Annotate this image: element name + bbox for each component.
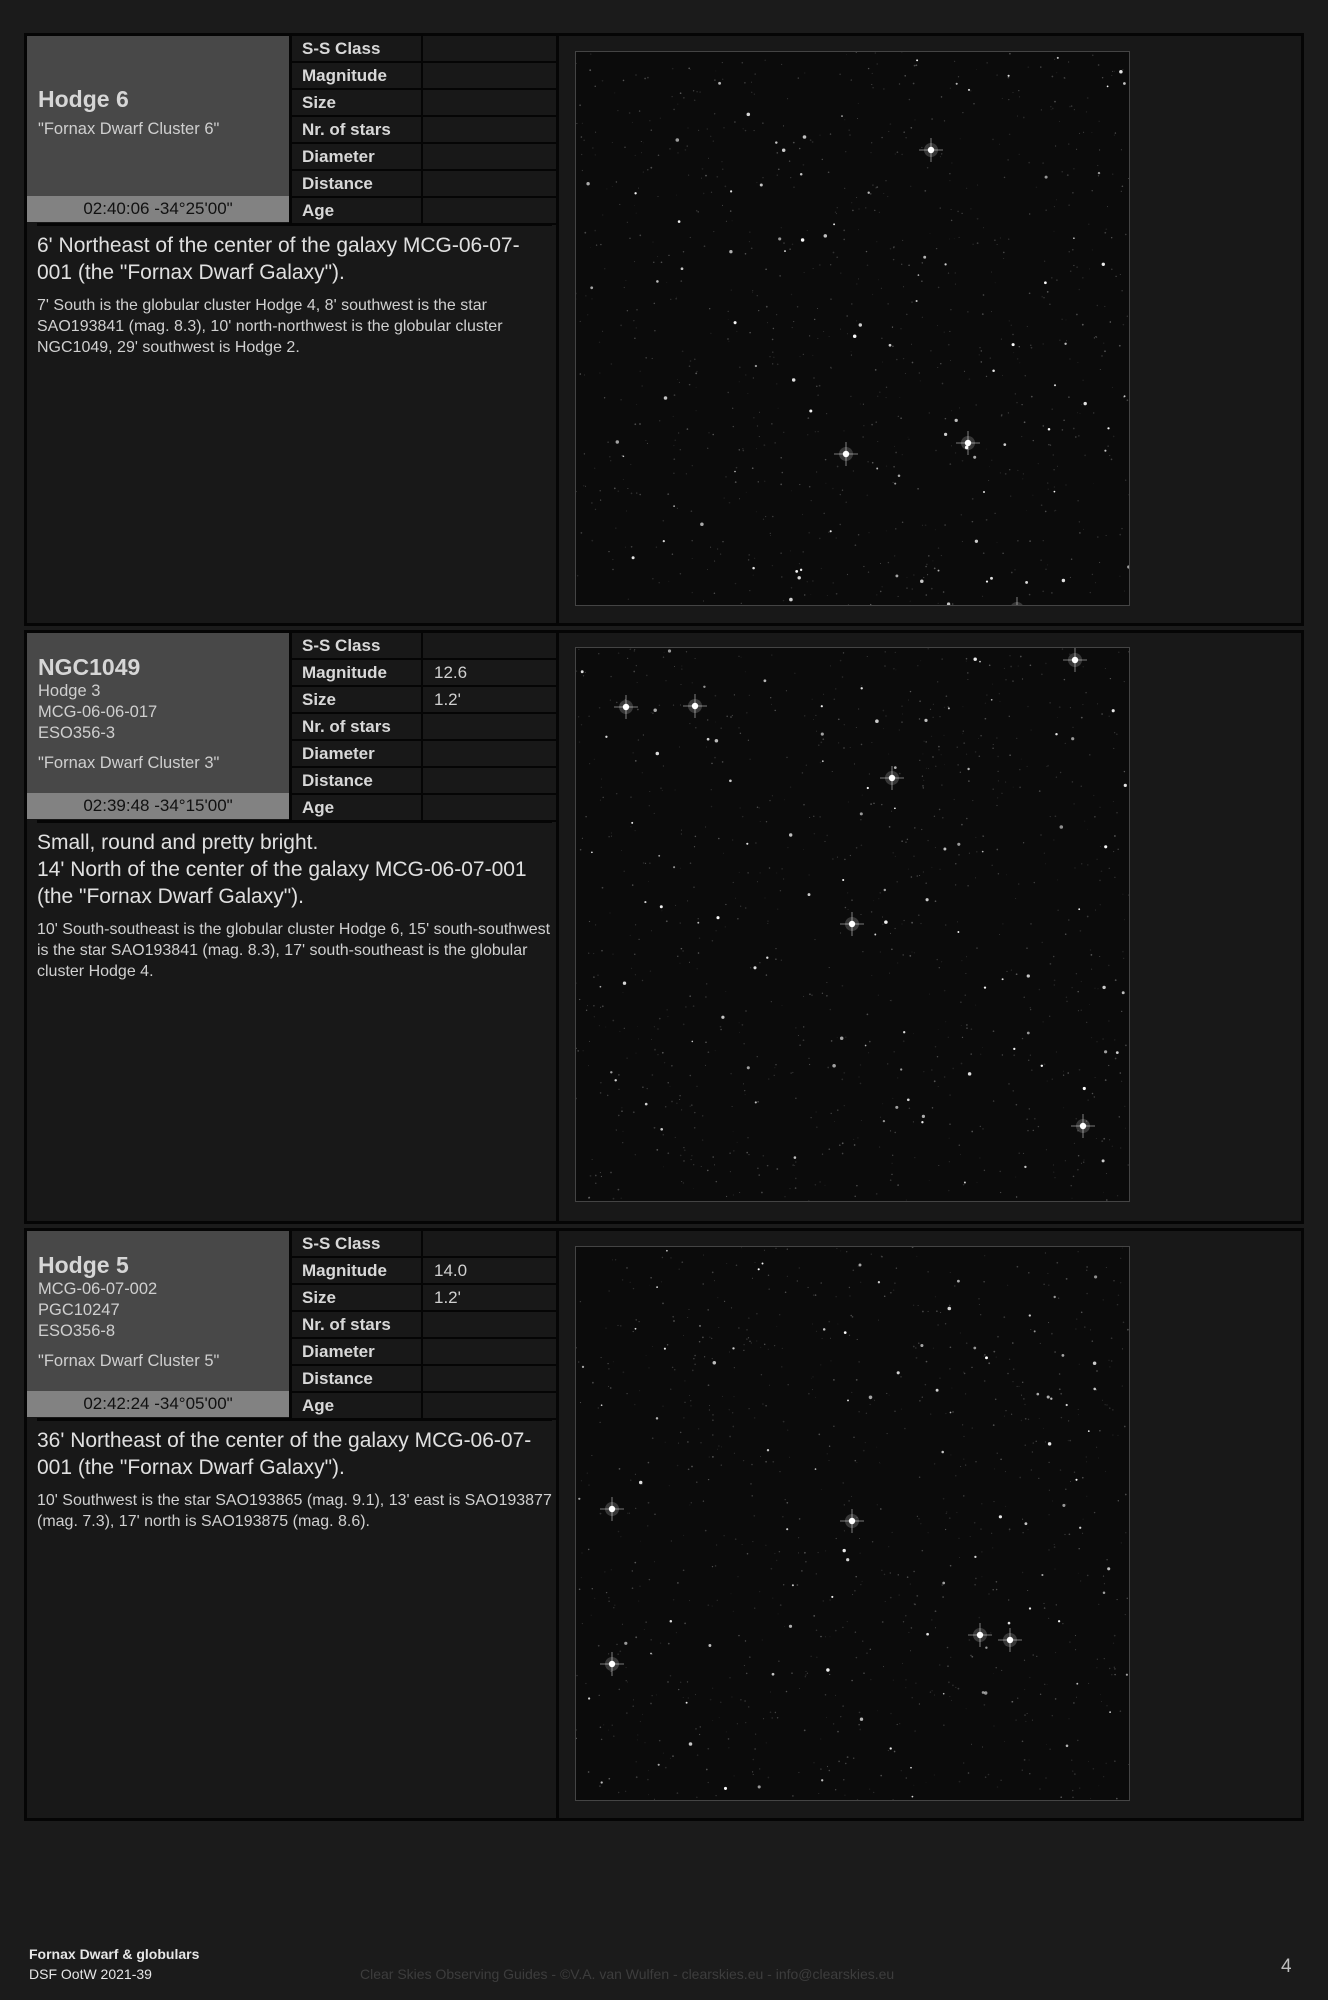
prop-row-nr-stars (292, 117, 559, 144)
prop-label: Diameter (292, 144, 423, 169)
alias-1: MCG-06-07-002 (38, 1280, 158, 1298)
star-field (576, 1247, 1129, 1800)
prop-label: Size (292, 687, 423, 712)
prop-row-magnitude (292, 63, 559, 90)
prop-label: S-S Class (292, 633, 423, 658)
prop-row-age (292, 198, 559, 225)
prop-value (423, 1312, 434, 1337)
prop-value (423, 1231, 434, 1256)
alias-3: ESO356-8 (38, 1322, 116, 1340)
object-panel-ngc1049 (24, 630, 1304, 1224)
alias-1: Hodge 3 (38, 682, 101, 700)
star-field (576, 52, 1129, 605)
object-nickname: "Fornax Dwarf Cluster 6" (38, 120, 220, 138)
prop-label: Nr. of stars (292, 714, 423, 739)
prop-value (423, 1339, 434, 1364)
alias-2: PGC10247 (38, 1301, 120, 1319)
prop-row-diameter (292, 144, 559, 171)
prop-value (423, 795, 434, 820)
prop-row-nr-stars (292, 1312, 559, 1339)
prop-row-distance (292, 768, 559, 795)
description-detail: 10' Southwest is the star SAO193865 (mag. 9.1), 13' east is SAO193877 (mag. 7.3), 17' north is SAO193875 (mag. 8.6). (37, 1492, 552, 1530)
properties-table (289, 1231, 559, 1420)
properties-table (289, 633, 559, 822)
description-detail: 7' South is the globular cluster Hodge 4, 8' southwest is the star SAO193841 (mag. 8.3), 10' north-northwest is the globular cluster NGC1049, 29' southwest is Hodge 2. (37, 297, 503, 356)
footer-credit: Clear Skies Observing Guides - ©V.A. van Wulfen - clearskies.eu - info@clearskies.eu (360, 1966, 895, 1982)
prop-value (423, 198, 434, 223)
info-column (27, 36, 559, 623)
prop-value (423, 144, 434, 169)
footer-subtitle: DSF OotW 2021-39 (29, 1966, 152, 1982)
prop-value (423, 36, 434, 61)
prop-value (423, 63, 434, 88)
prop-label: Diameter (292, 1339, 423, 1364)
alias-3: ESO356-3 (38, 724, 116, 742)
prop-label: Magnitude (292, 660, 423, 685)
object-name: NGC1049 (38, 654, 141, 680)
description (37, 820, 552, 982)
name-box (27, 1231, 289, 1391)
prop-value (423, 1393, 434, 1418)
prop-row-size (292, 90, 559, 117)
prop-row-diameter (292, 1339, 559, 1366)
coordinates: 02:39:48 -34°15'00" (27, 793, 289, 819)
prop-row-age (292, 795, 559, 822)
prop-label: Size (292, 1285, 423, 1310)
description-detail: 10' South-southeast is the globular cluster Hodge 6, 15' south-southwest is the star SAO193841 (mag. 8.3), 17' south-southeast is the globular cluster Hodge 4. (37, 921, 551, 980)
prop-row-magnitude (292, 660, 559, 687)
object-nickname: "Fornax Dwarf Cluster 3" (38, 754, 220, 772)
prop-label: Nr. of stars (292, 117, 423, 142)
prop-label: Magnitude (292, 1258, 423, 1283)
prop-row-size (292, 687, 559, 714)
prop-value: 1.2' (434, 690, 461, 709)
star-field-photo (575, 51, 1130, 606)
prop-value (423, 768, 434, 793)
coordinates: 02:42:24 -34°05'00" (27, 1391, 289, 1417)
prop-row-size (292, 1285, 559, 1312)
prop-row-nr-stars (292, 714, 559, 741)
prop-label: Age (292, 198, 423, 223)
object-header (38, 653, 219, 774)
info-column (27, 633, 559, 1221)
name-box (27, 36, 289, 196)
prop-label: Diameter (292, 741, 423, 766)
prop-label: Magnitude (292, 63, 423, 88)
prop-label: Size (292, 90, 423, 115)
object-panel-hodge-6 (24, 33, 1304, 626)
prop-label: Nr. of stars (292, 1312, 423, 1337)
description-lead: 6' Northeast of the center of the galaxy MCG-06-07-001 (the "Fornax Dwarf Galaxy"). (37, 234, 520, 284)
prop-label: Distance (292, 768, 423, 793)
prop-value (423, 171, 434, 196)
name-box (27, 633, 289, 793)
prop-label: Distance (292, 171, 423, 196)
footer-title: Fornax Dwarf & globulars (29, 1946, 200, 1962)
prop-label: Age (292, 795, 423, 820)
prop-value: 14.0 (434, 1261, 468, 1280)
object-name: Hodge 6 (38, 86, 129, 112)
object-header (38, 1251, 219, 1372)
star-field-photo (575, 1246, 1130, 1801)
prop-value (423, 714, 434, 739)
star-field (576, 648, 1129, 1201)
prop-row-distance (292, 1366, 559, 1393)
object-header (38, 85, 219, 140)
prop-label: Age (292, 1393, 423, 1418)
description (37, 223, 552, 358)
info-column (27, 1231, 559, 1818)
object-nickname: "Fornax Dwarf Cluster 5" (38, 1352, 220, 1370)
properties-table (289, 36, 559, 225)
description-lead: 36' Northeast of the center of the galaxy MCG-06-07-001 (the "Fornax Dwarf Galaxy"). (37, 1429, 532, 1479)
prop-value (423, 741, 434, 766)
prop-row-ss-class (292, 36, 559, 63)
prop-value (423, 90, 434, 115)
prop-label: S-S Class (292, 1231, 423, 1256)
prop-value (423, 633, 434, 658)
prop-row-distance (292, 171, 559, 198)
prop-row-age (292, 1393, 559, 1420)
page-number: 4 (1281, 1956, 1292, 1977)
description (37, 1418, 552, 1532)
alias-2: MCG-06-06-017 (38, 703, 158, 721)
prop-label: Distance (292, 1366, 423, 1391)
prop-value: 1.2' (434, 1288, 461, 1307)
object-name: Hodge 5 (38, 1252, 129, 1278)
prop-row-diameter (292, 741, 559, 768)
prop-row-ss-class (292, 633, 559, 660)
prop-row-magnitude (292, 1258, 559, 1285)
description-lead: Small, round and pretty bright. 14' North of the center of the galaxy MCG-06-07-001 (the "Fornax Dwarf Galaxy"). (37, 831, 527, 908)
prop-value: 12.6 (434, 663, 468, 682)
star-field-photo (575, 647, 1130, 1202)
prop-value (423, 1366, 434, 1391)
prop-value (423, 117, 434, 142)
prop-label: S-S Class (292, 36, 423, 61)
coordinates: 02:40:06 -34°25'00" (27, 196, 289, 222)
object-panel-hodge-5 (24, 1228, 1304, 1821)
prop-row-ss-class (292, 1231, 559, 1258)
